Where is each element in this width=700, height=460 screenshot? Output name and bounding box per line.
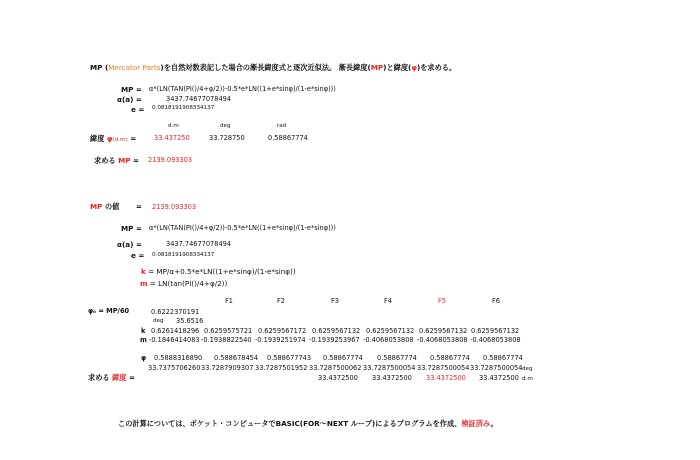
s2-mp-label: MP bbox=[90, 202, 103, 211]
iter-unit-deg: deg bbox=[522, 366, 533, 372]
s2-alpha-label: α(a) = bbox=[117, 240, 142, 249]
s1-hdr-deg: deg bbox=[220, 123, 231, 129]
iter-k-f5: 0.6259567132 bbox=[419, 327, 468, 335]
heading-mid: を自然対数表記した場合の漸長緯度式と逐次近似法。 漸長緯度( bbox=[163, 63, 371, 72]
iter-phi-first: 0.5888316890 bbox=[154, 354, 203, 362]
s1-e-value: 0.0818191908334137 bbox=[152, 105, 215, 111]
iter-phi-f6: 0.58867774 bbox=[483, 354, 523, 362]
iter-dm-f6: 33.4372500 bbox=[479, 374, 519, 382]
iter-result bbox=[88, 374, 135, 381]
iter-result-lat: 緯度 bbox=[112, 373, 127, 382]
footer-text: この計算については、ポケット・コンピュータでBASIC(FOR～NEXT ループ)によるプログラムを作成、 bbox=[118, 419, 462, 428]
iter-phi-label: φ bbox=[141, 354, 147, 362]
iter-m-f4: -0.4068053808 bbox=[363, 336, 414, 344]
iter-deg-unit: deg bbox=[153, 318, 164, 324]
iter-header-f2: F2 bbox=[277, 297, 285, 305]
iter-result-eq: = bbox=[129, 373, 136, 382]
iter-m-f3: -0.1939253967 bbox=[309, 336, 360, 344]
iter-k-f1: 0.6259575721 bbox=[204, 327, 253, 335]
s1-hdr-rad: rad bbox=[277, 123, 287, 129]
s2-mp-eq: = bbox=[135, 202, 142, 211]
iter-dm-f3: 33.4372500 bbox=[318, 374, 358, 382]
s1-result bbox=[94, 157, 139, 164]
iter-phi-f1: 0.588678454 bbox=[214, 354, 259, 362]
iter-m-label: m bbox=[140, 336, 147, 344]
s1-lat-unit: (d.m) bbox=[112, 137, 128, 143]
heading-phi: φ bbox=[411, 63, 417, 72]
s1-e-label: e = bbox=[131, 105, 145, 114]
iter-phi-f5: 0.58867774 bbox=[430, 354, 470, 362]
s1-result-mp: MP bbox=[118, 156, 131, 165]
iter-phi-f2: 0.588677743 bbox=[267, 354, 312, 362]
iter-m-f2: -0.1939251974 bbox=[255, 336, 306, 344]
iter-phi0-label: φ₀ = MP/60 bbox=[88, 307, 130, 315]
s2-e-label: e = bbox=[131, 251, 145, 260]
iter-deg-f4: 33.7287500054 bbox=[363, 364, 416, 372]
s2-alpha-value: 3437.74677078494 bbox=[166, 240, 232, 248]
s2-mp-line bbox=[90, 203, 142, 210]
heading-mercator-parts: Mercator Parts bbox=[108, 63, 161, 72]
s1-latitude-label bbox=[90, 135, 136, 144]
s1-lat-phi: φ bbox=[106, 134, 113, 143]
iter-deg-f1: 33.7287909307 bbox=[201, 364, 254, 372]
iter-deg-f2: 33.7287501952 bbox=[255, 364, 308, 372]
s2-e-value: 0.0818191908334137 bbox=[152, 252, 215, 258]
iter-m-f6: -0.4068053808 bbox=[470, 336, 521, 344]
iter-m-first: -0.1846414083 bbox=[149, 336, 200, 344]
iter-dm-f4: 33.4372500 bbox=[372, 374, 412, 382]
s1-result-label: 求める bbox=[94, 156, 116, 165]
heading-paren-open: ( bbox=[104, 63, 109, 72]
s1-formula-label: MP = bbox=[121, 85, 142, 94]
page-heading bbox=[90, 64, 456, 71]
iter-k-f2: 0.6259567172 bbox=[258, 327, 307, 335]
footer-verified: 検証済み bbox=[461, 419, 491, 428]
iter-result-label: 求める bbox=[88, 373, 110, 382]
heading-mp: MP bbox=[90, 63, 103, 72]
footer-note bbox=[118, 420, 498, 427]
heading-and: )と緯度( bbox=[383, 63, 412, 72]
s1-lat-text: 緯度 bbox=[90, 134, 105, 143]
iter-header-f4: F4 bbox=[384, 297, 392, 305]
s1-val-dm: 33.437250 bbox=[154, 134, 190, 142]
s1-formula: α*(LN(TAN(PI()/4+φ/2))-0.5*e*LN((1+e*sinφ)/(1-e*sinφ))) bbox=[149, 85, 336, 93]
s2-k-var: k bbox=[141, 267, 146, 276]
footer-end: 。 bbox=[490, 419, 498, 428]
s1-result-eq: = bbox=[133, 156, 140, 165]
heading-mp-red: MP bbox=[370, 63, 384, 72]
iter-dm-f5: 33.4372500 bbox=[426, 374, 466, 382]
iter-deg-first: 33.7375706260 bbox=[148, 364, 201, 372]
iter-deg-f6: 33.7287500054 bbox=[470, 364, 523, 372]
iter-m-f1: -0.1938822540 bbox=[201, 336, 252, 344]
heading-end: )を求める。 bbox=[416, 63, 457, 72]
s1-result-value: 2139.093303 bbox=[148, 156, 193, 164]
s2-k-formula: = MP/α+0.5*e*LN((1+e*sinφ)/(1-e*sinφ)) bbox=[148, 267, 296, 276]
s2-mp-no: の値 bbox=[104, 202, 120, 211]
s2-mp-value: 2139.093303 bbox=[152, 203, 197, 211]
iter-unit-dm: d.m bbox=[522, 376, 533, 382]
iter-phi0-value: 0.6222370191 bbox=[151, 308, 200, 316]
iter-phi-f3: 0.58867774 bbox=[323, 354, 363, 362]
s1-val-rad: 0.58867774 bbox=[268, 134, 308, 142]
s1-lat-eq: = bbox=[130, 134, 137, 143]
heading-paren-close: ) bbox=[160, 63, 164, 72]
iter-header-f5: F5 bbox=[438, 297, 446, 305]
iter-k-first: 0.6261418296 bbox=[151, 327, 200, 335]
iter-header-f6: F6 bbox=[492, 297, 500, 305]
iter-header-f3: F3 bbox=[331, 297, 339, 305]
s1-alpha-value: 3437.74677078494 bbox=[166, 95, 232, 103]
s2-k-line bbox=[141, 268, 296, 275]
iter-k-label: k bbox=[141, 327, 146, 335]
iter-phi-f4: 0.58867774 bbox=[377, 354, 417, 362]
s1-val-deg: 33.728750 bbox=[209, 134, 245, 142]
s2-m-var: m bbox=[140, 279, 148, 288]
iter-deg-f3: 33.7287500062 bbox=[309, 364, 362, 372]
iter-k-f6: 0.6259567132 bbox=[471, 327, 520, 335]
s1-alpha-label: α(a) = bbox=[117, 95, 142, 104]
s2-m-line bbox=[140, 280, 227, 287]
iter-k-f3: 0.6259567132 bbox=[312, 327, 361, 335]
iter-header-f1: F1 bbox=[225, 297, 233, 305]
iter-deg-f5: 33.7287500054 bbox=[417, 364, 470, 372]
s1-hdr-dm: d.m bbox=[168, 123, 179, 129]
iter-k-f4: 0.6259567132 bbox=[366, 327, 415, 335]
iter-m-f5: -0.4068053808 bbox=[417, 336, 468, 344]
s2-formula-label: MP = bbox=[121, 224, 142, 233]
s2-formula: α*(LN(TAN(PI()/4+φ/2))-0.5*e*LN((1+e*sinφ)/(1-e*sinφ))) bbox=[149, 224, 336, 232]
s2-m-formula: = LN(tan(PI()/4+φ/2)) bbox=[149, 279, 228, 288]
iter-deg-value: 35.6516 bbox=[176, 317, 204, 325]
